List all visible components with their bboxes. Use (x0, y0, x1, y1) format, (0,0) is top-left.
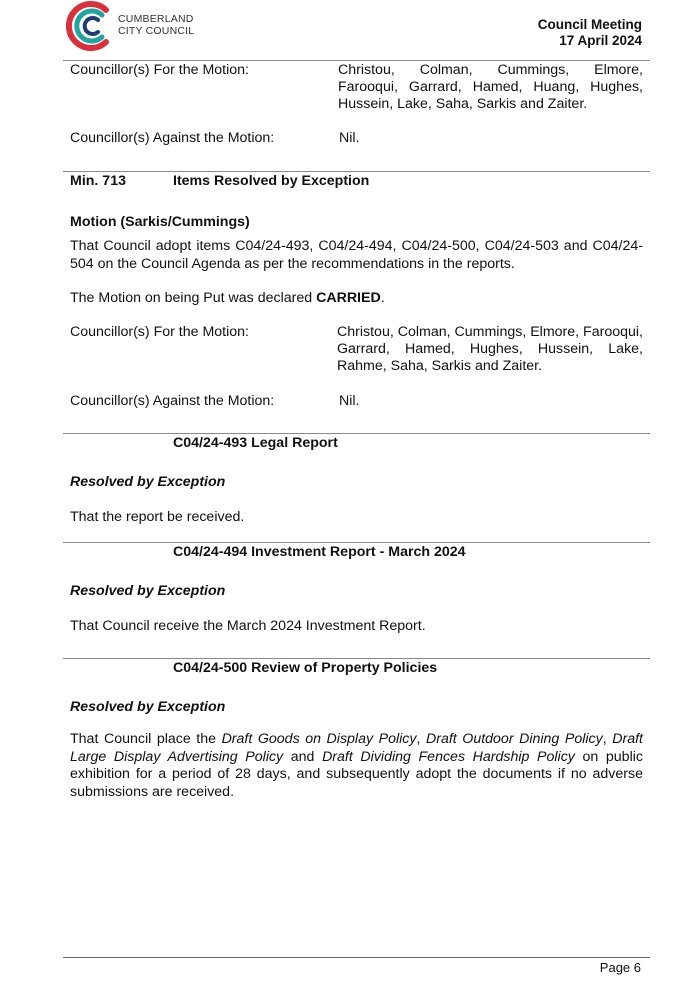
item-divider (63, 433, 650, 434)
motion-heading: Motion (Sarkis/Cummings) (70, 214, 250, 230)
text-run: , (416, 731, 426, 747)
text-run: and (283, 748, 323, 765)
carried-statement (70, 290, 385, 306)
footer-divider (63, 957, 650, 958)
carried-suffix: . (380, 290, 385, 306)
meeting-date: 17 April 2024 (559, 33, 642, 48)
item-title: C04/24-494 Investment Report - March 2024 (173, 544, 466, 560)
vote2-for-label: Councillor(s) For the Motion: (70, 324, 249, 340)
org-name-line1: CUMBERLAND (118, 13, 194, 25)
minute-title: Items Resolved by Exception (173, 173, 370, 189)
vote2-for-names: Christou, Colman, Cummings, Elmore, Farooqui, Garrard, Hamed, Hughes, Hussein, Lake, Rahme, Saha, Sarkis and Zaiter. (337, 324, 643, 374)
vote1-for-names: Christou, Colman, Cummings, Elmore, Farooqui, Garrard, Hamed, Huang, Hughes, Hussein, Lake, Saha, Sarkis and Zaiter. (338, 62, 643, 112)
policy-name: Draft Dividing Fences Hardship Policy (322, 748, 575, 765)
vote2-against-label: Councillor(s) Against the Motion: (70, 393, 275, 409)
item-divider (63, 542, 650, 543)
item-resolved-heading: Resolved by Exception (70, 583, 226, 599)
vote2-against-names: Nil. (339, 393, 360, 409)
vote1-against-names: Nil. (339, 130, 360, 146)
carried-prefix: The Motion on being Put was declared (70, 290, 317, 306)
org-name-line2: CITY COUNCIL (118, 25, 195, 37)
item-resolved-heading: Resolved by Exception (70, 699, 226, 715)
text-run: on public exhibition for a period of 28 days, and subsequently adopt the documents if no adverse submissions are received. (70, 748, 643, 800)
item-resolution-text: That Council receive the March 2024 Investment Report. (70, 618, 426, 634)
item-resolution-text: That the report be received. (70, 509, 245, 525)
item-title: C04/24-500 Review of Property Policies (173, 660, 438, 676)
org-name (118, 13, 194, 37)
policy-name: Draft Large Display Advertising Policy (70, 731, 643, 765)
vote1-for-label: Councillor(s) For the Motion: (70, 62, 249, 78)
section-divider (63, 171, 650, 172)
policy-name: Draft Goods on Display Policy (221, 731, 417, 747)
item-resolution-text (70, 731, 643, 801)
text-run: , (602, 731, 613, 747)
minute-number: Min. 713 (70, 173, 126, 189)
header-divider (63, 60, 650, 61)
motion-text: That Council adopt items C04/24-493, C04/24-494, C04/24-500, C04/24-503 and C04/24-504 on the Council Agenda as per the recommendations in the reports. (70, 238, 643, 272)
vote1-against-label: Councillor(s) Against the Motion: (70, 130, 275, 146)
item-title: C04/24-493 Legal Report (173, 435, 338, 451)
item-resolved-heading: Resolved by Exception (70, 474, 226, 490)
meeting-title: Council Meeting (537, 17, 642, 32)
carried-word: CARRIED (316, 290, 381, 306)
item-divider (63, 658, 650, 659)
text-run: That Council place the (70, 731, 222, 747)
meeting-header (538, 17, 642, 49)
cumberland-logo-icon (66, 0, 112, 52)
page-number: Page 6 (599, 960, 641, 975)
policy-name: Draft Outdoor Dining Policy (425, 731, 603, 747)
